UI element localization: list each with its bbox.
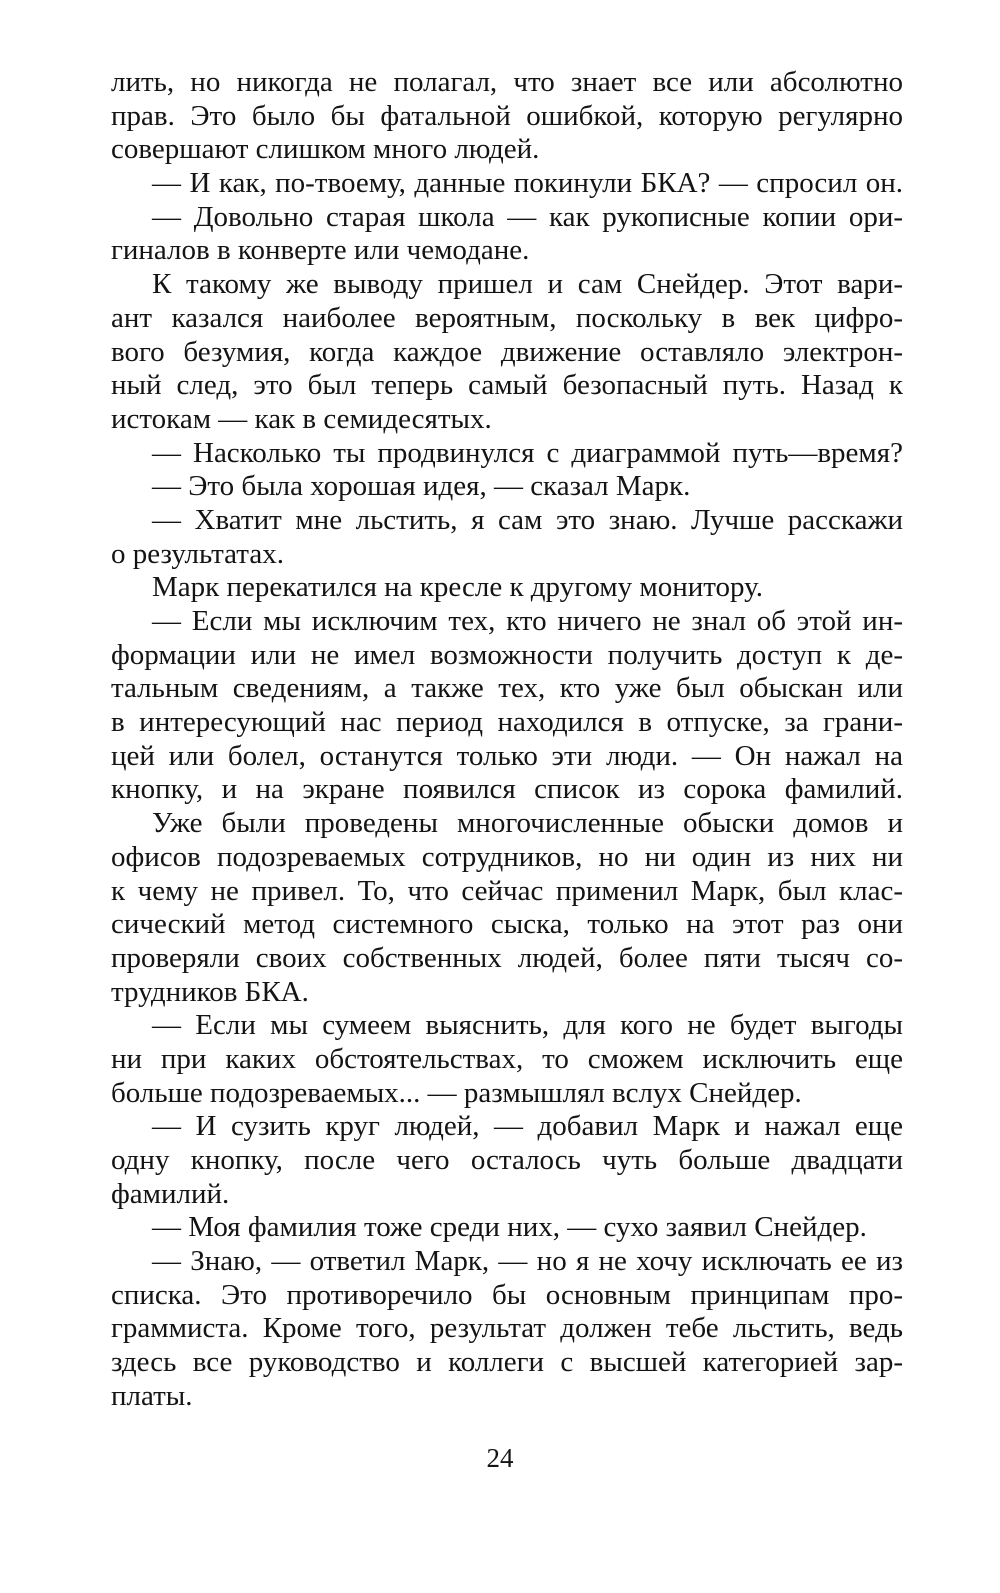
text-line: — Знаю, — ответил Марк, — но я не хочу исключать ее из — [152, 1245, 903, 1278]
text-line: к чему не привел. То, что сейчас применил Марк, был клас- — [111, 874, 903, 907]
text-line: — Довольно старая школа — как рукописные копии ори- — [152, 200, 903, 233]
text-line: граммиста. Кроме того, результат должен тебе льстить, ведь — [111, 1312, 903, 1345]
text-line: Марк перекатился на кресле к другому монитору. — [152, 571, 764, 604]
text-line: ный след, это был теперь самый безопасный путь. Назад к — [111, 369, 903, 402]
text-line: формации или не имел возможности получить доступ к де- — [111, 638, 903, 671]
text-line: Уже были проведены многочисленные обыски домов и — [152, 807, 903, 840]
text-line: офисов подозреваемых сотрудников, но ни один из них ни — [111, 840, 903, 873]
text-line: сический метод системного сыска, только на этот раз они — [111, 908, 903, 941]
text-line: — Насколько ты продвинулся с диаграммой путь—время? — [152, 436, 903, 469]
text-line: — И сузить круг людей, — добавил Марк и нажал еще — [152, 1110, 903, 1143]
text-line: проверяли своих собственных людей, более пяти тысяч со- — [111, 941, 903, 974]
text-line: платы. — [111, 1379, 193, 1412]
text-line: — Хватит мне льстить, я сам это знаю. Лучше расскажи — [152, 503, 903, 536]
text-line: прав. Это было бы фатальной ошибкой, которую регулярно — [111, 99, 903, 132]
text-line: К такому же выводу пришел и сам Снейдер. Этот вари- — [152, 268, 903, 301]
text-line: фамилий. — [111, 1177, 230, 1210]
text-line: о результатах. — [111, 537, 284, 570]
text-line: лить, но никогда не полагал, что знает все или абсолютно — [111, 66, 903, 98]
text-line: — Моя фамилия тоже среди них, — сухо заявил Снейдер. — [152, 1211, 867, 1244]
text-line: кнопку, и на экране появился список из сорока фамилий. — [111, 773, 903, 806]
body-text — [111, 66, 903, 1414]
text-line: одну кнопку, после чего осталось чуть больше двадцати — [111, 1144, 903, 1176]
page-number: 24 — [486, 1443, 514, 1473]
text-line: здесь все руководство и коллеги с высшей категорией зар- — [111, 1346, 903, 1379]
text-line: трудников БКА. — [111, 975, 309, 1008]
text-line: больше подозреваемых... — размышлял вслух Снейдер. — [111, 1076, 802, 1109]
text-line: — Это была хорошая идея, — сказал Марк. — [152, 470, 691, 503]
text-line: — Если мы исключим тех, кто ничего не знал об этой ин- — [152, 605, 903, 637]
text-line: совершают слишком много людей. — [111, 133, 540, 166]
text-line: вого безумия, когда каждое движение оставляло электрон- — [111, 335, 903, 368]
text-line: гиналов в конверте или чемодане. — [111, 234, 530, 267]
text-line: — Если мы сумеем выяснить, для кого не будет выгоды — [152, 1009, 903, 1042]
text-line: ант казался наиболее вероятным, поскольку в век цифро- — [111, 301, 903, 334]
text-line: истокам — как в семидесятых. — [111, 402, 492, 435]
text-line: — И как, по-твоему, данные покинули БКА? — спросил он. — [152, 167, 903, 200]
text-line: в интересующий нас период находился в отпуске, за грани- — [111, 706, 903, 739]
text-line: ни при каких обстоятельствах, то сможем исключить еще — [111, 1042, 903, 1075]
text-line: цей или болел, останутся только эти люди. — Он нажал на — [111, 739, 903, 772]
text-line: тальным сведениям, а также тех, кто уже был обыскан или — [111, 672, 903, 705]
text-line: списка. Это противоречило бы основным принципам про- — [111, 1278, 903, 1311]
